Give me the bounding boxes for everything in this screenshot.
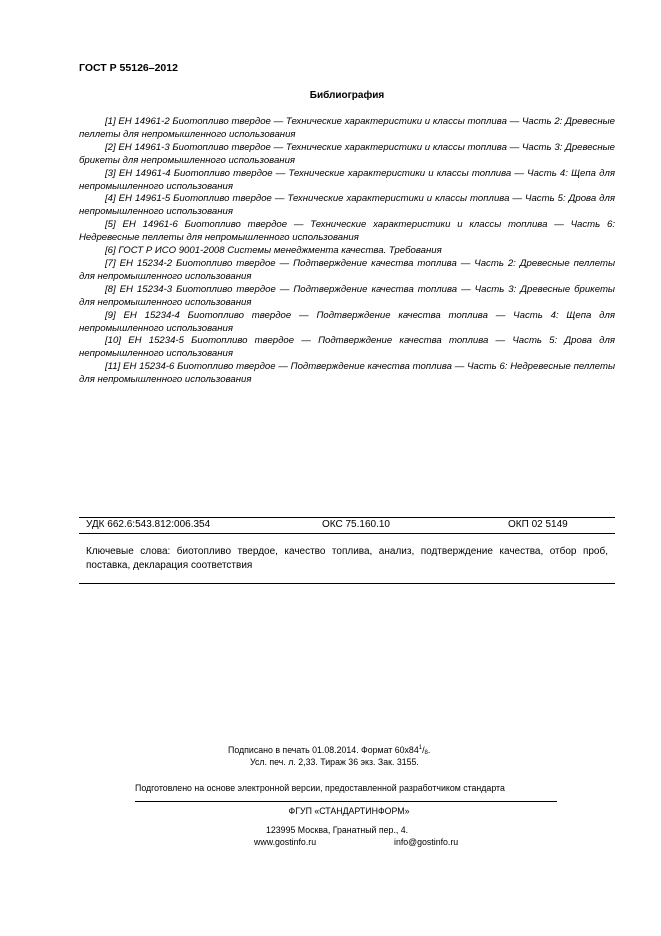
website-link[interactable]: www.gostinfo.ru [254,837,317,847]
bibliography-title: Библиография [309,90,385,101]
publisher-address: 123995 Москва, Гранатный пер., 4. [266,825,409,835]
format-suffix: . [427,745,431,755]
document-id: ГОСТ Р 55126–2012 [79,62,178,74]
prepared-note: Подготовлено на основе электронной версии, предоставленной разработчиком стандарта [135,783,505,793]
okp-code: ОКП 02 5149 [508,519,568,530]
bibliography-item: [9] ЕН 15234-4 Биотопливо твердое — Подтверждение качества топлива — Часть 4: Щепа для непромышленного использования [79,309,615,334]
divider-bottom [79,583,615,584]
bibliography-item: [4] ЕН 14961-5 Биотопливо твердое — Технические характеристики и классы топлива — Часть 5: Дрова для непромышленного использования [79,193,615,218]
divider-footer [135,801,557,802]
publisher-name: ФГУП «СТАНДАРТИНФОРМ» [288,806,410,816]
keywords: Ключевые слова: биотопливо твердое, качество топлива, анализ, подтверждение качества, отбор проб, поставка, декларация соответствия [86,546,608,571]
bibliography-item: [5] ЕН 14961-6 Биотопливо твердое — Технические характеристики и классы топлива — Часть 6: Недревесные пеллеты для непромышленного использования [79,219,615,244]
bibliography-list [79,116,615,387]
signed-text: Подписано в печать 01.08.2014. Формат 60x84 [228,745,419,755]
udk-code: УДК 662.6:543.812:006.354 [86,519,211,530]
print-run-info: Усл. печ. л. 2,33. Тираж 36 экз. Зак. 3155. [250,757,419,767]
bibliography-item: [2] ЕН 14961-3 Биотопливо твердое — Технические характеристики и классы топлива — Часть 3: Древесные брикеты для непромышленного использования [79,141,615,166]
format-numerator: 1 [418,745,423,751]
bibliography-item: [8] ЕН 15234-3 Биотопливо твердое — Подтверждение качества топлива — Часть 3: Древесные брикеты для непромышленного использования [79,283,615,308]
divider-top [79,517,615,518]
bibliography-item: [1] ЕН 14961-2 Биотопливо твердое — Технические характеристики и классы топлива — Часть 2: Древесные пеллеты для непромышленного использования [79,116,615,140]
bibliography-item: [11] ЕН 15234-6 Биотопливо твердое — Подтверждение качества топлива — Часть 6: Недревесные пеллеты для непромышленного использования [79,361,615,386]
signed-for-print [228,745,430,756]
bibliography-item: [10] ЕН 15234-5 Биотопливо твердое — Подтверждение качества топлива — Часть 5: Дрова для непромышленного использования [79,335,615,360]
format-slash: / [422,745,425,755]
bibliography-item: [3] ЕН 14961-4 Биотопливо твердое — Технические характеристики и классы топлива — Часть 4: Щепа для непромышленного использования [79,167,615,192]
divider-middle [79,533,615,534]
oks-code: ОКС 75.160.10 [322,519,390,530]
bibliography-item: [7] ЕН 15234-2 Биотопливо твердое — Подтверждение качества топлива — Часть 2: Древесные пеллеты для непромышленного использования [79,257,615,282]
format-denominator: 8 [424,750,428,756]
email-link[interactable]: info@gostinfo.ru [394,837,459,847]
bibliography-item: [6] ГОСТ Р ИСО 9001-2008 Системы менеджмента качества. Требования [105,245,442,257]
